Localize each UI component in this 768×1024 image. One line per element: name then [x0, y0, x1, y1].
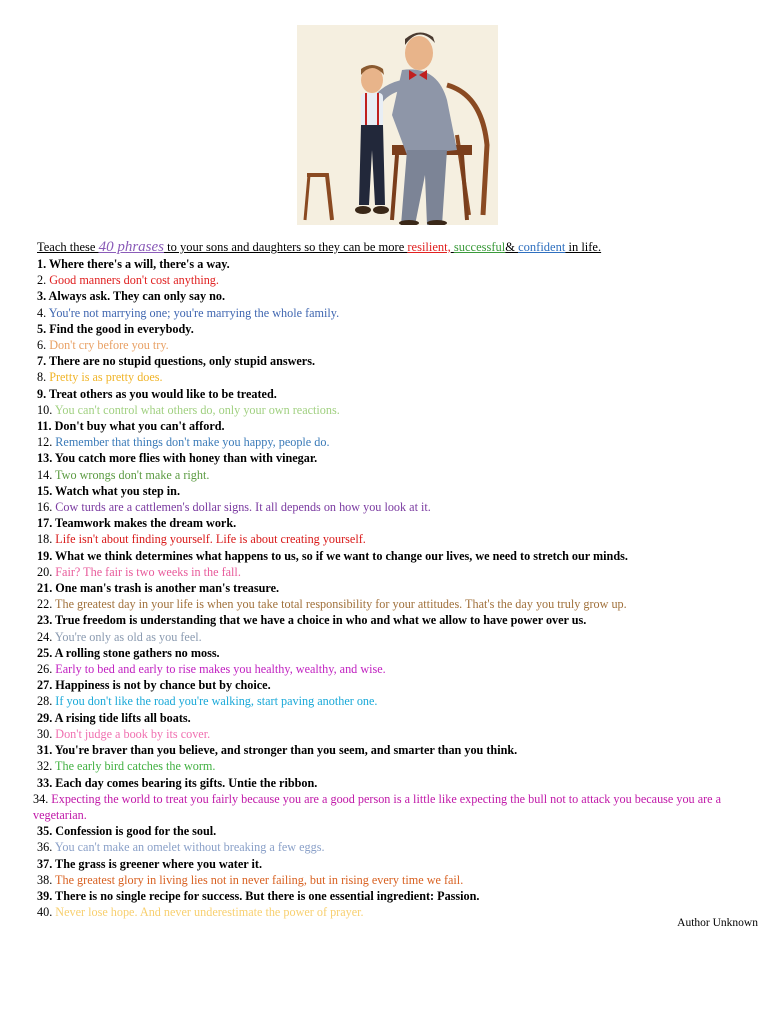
phrase-item [37, 499, 762, 515]
phrase-number: 32. [37, 759, 53, 774]
intro-text-2: to your sons and daughters so they can be more [164, 240, 408, 254]
intro-text-3: in life. [565, 240, 602, 254]
phrase-text: The grass is greener where you water it. [52, 856, 262, 871]
phrase-item [37, 580, 762, 596]
phrase-text: Each day comes bearing its gifts. Untie the ribbon. [52, 775, 318, 790]
intro-text-1: Teach these [37, 240, 99, 254]
phrase-number: 20. [37, 564, 53, 579]
phrase-item [37, 856, 762, 872]
phrase-item [37, 369, 762, 385]
phrase-item [37, 888, 762, 904]
phrase-item [37, 742, 762, 758]
phrase-item [37, 305, 762, 321]
phrase-number: 9. [37, 386, 47, 401]
intro-word-resilient: resilient, [407, 240, 451, 254]
phrase-item [37, 531, 762, 547]
phrase-item [37, 758, 762, 774]
phrase-number: 34. [33, 791, 49, 806]
phrase-text: If you don't like the road you're walking, start paving another one. [52, 694, 378, 709]
phrase-item [37, 386, 762, 402]
phrase-text: Fair? The fair is two weeks in the fall. [52, 564, 241, 579]
phrase-number: 1. [37, 257, 47, 271]
phrase-item [37, 548, 762, 564]
phrase-item [37, 353, 762, 369]
phrase-text: The early bird catches the worm. [52, 759, 216, 774]
phrase-text: Confession is good for the soul. [52, 824, 217, 839]
phrase-item [37, 904, 762, 920]
phrase-text: Life isn't about finding yourself. Life is about creating yourself. [52, 532, 366, 547]
phrase-text: Two wrongs don't make a right. [52, 467, 210, 482]
phrase-text: You can't control what others do, only your own reactions. [52, 402, 340, 417]
intro-highlight: 40 phrases [98, 239, 165, 255]
phrase-item [37, 288, 762, 304]
phrase-number: 28. [37, 694, 53, 709]
phrase-text: Teamwork makes the dream work. [52, 516, 237, 531]
phrase-number: 7. [37, 354, 47, 369]
phrase-text: A rising tide lifts all boats. [52, 710, 191, 725]
phrase-item [37, 645, 762, 661]
phrase-number: 4. [37, 305, 47, 320]
phrase-number: 26. [37, 662, 53, 677]
phrase-text: The greatest day in your life is when you take total responsibility for your attitudes. That's the day you truly grow up. [52, 597, 627, 612]
phrase-text: A rolling stone gathers no moss. [52, 645, 220, 660]
phrase-text: Good manners don't cost anything. [46, 273, 219, 288]
phrase-number: 3. [37, 289, 47, 304]
intro-word-confident: confident [518, 240, 566, 254]
phrase-list [33, 256, 762, 920]
phrase-number: 35. [37, 824, 53, 839]
phrase-number: 23. [37, 613, 53, 628]
phrase-number: 38. [37, 872, 53, 887]
phrase-item [37, 321, 762, 337]
intro-ampersand: & [505, 240, 519, 254]
phrase-text: Watch what you step in. [52, 483, 180, 498]
phrase-item [37, 450, 762, 466]
phrase-number: 12. [37, 435, 53, 450]
phrase-item [37, 677, 762, 693]
phrase-item [33, 791, 762, 823]
phrase-item [37, 726, 762, 742]
phrase-item [37, 596, 762, 612]
phrase-item [37, 775, 762, 791]
phrase-text: One man's trash is another man's treasure. [52, 581, 280, 596]
phrase-number: 40. [37, 905, 53, 920]
phrase-text: True freedom is understanding that we have a choice in who and what we allow to have power over us. [52, 613, 587, 628]
phrase-item [37, 256, 762, 272]
phrase-number: 5. [37, 321, 47, 336]
phrase-number: 36. [37, 840, 53, 855]
phrase-item [37, 483, 762, 499]
phrase-number: 31. [37, 743, 53, 758]
phrase-text: Don't cry before you try. [46, 338, 169, 353]
phrase-number: 14. [37, 467, 53, 482]
phrase-number: 33. [37, 775, 53, 790]
phrase-item [37, 337, 762, 353]
phrase-number: 11. [37, 419, 52, 434]
phrase-text: Early to bed and early to rise makes you healthy, wealthy, and wise. [52, 662, 386, 677]
phrase-text: What we think determines what happens to us, so if we want to change our lives, we need to stretch our minds. [52, 548, 628, 563]
phrase-item [37, 839, 762, 855]
phrase-number: 6. [37, 338, 47, 353]
phrase-number: 29. [37, 710, 53, 725]
phrase-text: Remember that things don't make you happy, people do. [52, 435, 330, 450]
phrase-text: Find the good in everybody. [46, 321, 194, 336]
phrase-text: You're only as old as you feel. [52, 629, 202, 644]
phrase-item [37, 612, 762, 628]
phrase-number: 25. [37, 645, 53, 660]
phrase-text: Where there's a will, there's a way. [46, 257, 230, 271]
phrase-text: Never lose hope. And never underestimate the power of prayer. [52, 905, 364, 920]
phrase-text: There is no single recipe for success. But there is one essential ingredient: Passion. [52, 888, 480, 903]
phrase-item [37, 418, 762, 434]
phrase-text: Expecting the world to treat you fairly because you are a good person is a little like expecting the bull not to attack you because you are a vegetarian. [33, 791, 722, 822]
phrase-number: 17. [37, 516, 53, 531]
phrase-item [37, 272, 762, 288]
phrase-number: 22. [37, 597, 53, 612]
phrase-item [37, 434, 762, 450]
phrase-number: 30. [37, 726, 53, 741]
phrase-number: 16. [37, 500, 53, 515]
phrase-text: You're not marrying one; you're marrying the whole family. [46, 305, 340, 320]
father-son-illustration [297, 25, 498, 225]
author-credit: Author Unknown [677, 917, 758, 929]
phrase-item [37, 710, 762, 726]
phrase-number: 24. [37, 629, 53, 644]
phrase-item [37, 515, 762, 531]
phrase-text: Happiness is not by chance but by choice. [52, 678, 271, 693]
phrase-item [37, 467, 762, 483]
phrase-number: 13. [37, 451, 53, 466]
phrase-number: 39. [37, 888, 53, 903]
phrase-number: 21. [37, 581, 53, 596]
phrase-number: 19. [37, 548, 53, 563]
phrase-text: You're braver than you believe, and stronger than you seem, and smarter than you think. [52, 743, 518, 758]
phrase-text: Always ask. They can only say no. [46, 289, 226, 304]
phrase-text: Pretty is as pretty does. [46, 370, 163, 385]
phrase-number: 27. [37, 678, 53, 693]
phrase-text: Treat others as you would like to be treated. [46, 386, 277, 401]
phrase-text: Cow turds are a cattlemen's dollar signs. It all depends on how you look at it. [52, 500, 431, 515]
phrase-text: You catch more flies with honey than with vinegar. [52, 451, 318, 466]
phrase-item [37, 661, 762, 677]
phrase-number: 18. [37, 532, 53, 547]
phrase-number: 37. [37, 856, 53, 871]
phrase-text: The greatest glory in living lies not in never failing, but in rising every time we fail. [52, 872, 464, 887]
phrase-item [37, 823, 762, 839]
phrase-number: 8. [37, 370, 47, 385]
intro-word-successful: successful [453, 240, 506, 254]
phrase-number: 15. [37, 483, 53, 498]
phrase-number: 10. [37, 402, 53, 417]
phrase-item [37, 564, 762, 580]
phrase-number: 2. [37, 273, 47, 288]
phrase-item [37, 872, 762, 888]
phrase-item [37, 693, 762, 709]
phrase-item [37, 629, 762, 645]
phrase-text: You can't make an omelet without breaking a few eggs. [52, 840, 325, 855]
phrase-item [37, 402, 762, 418]
phrase-text: Don't judge a book by its cover. [52, 726, 211, 741]
phrase-text: Don't buy what you can't afford. [51, 419, 225, 434]
phrase-text: There are no stupid questions, only stupid answers. [46, 354, 316, 369]
intro-line [37, 239, 757, 255]
